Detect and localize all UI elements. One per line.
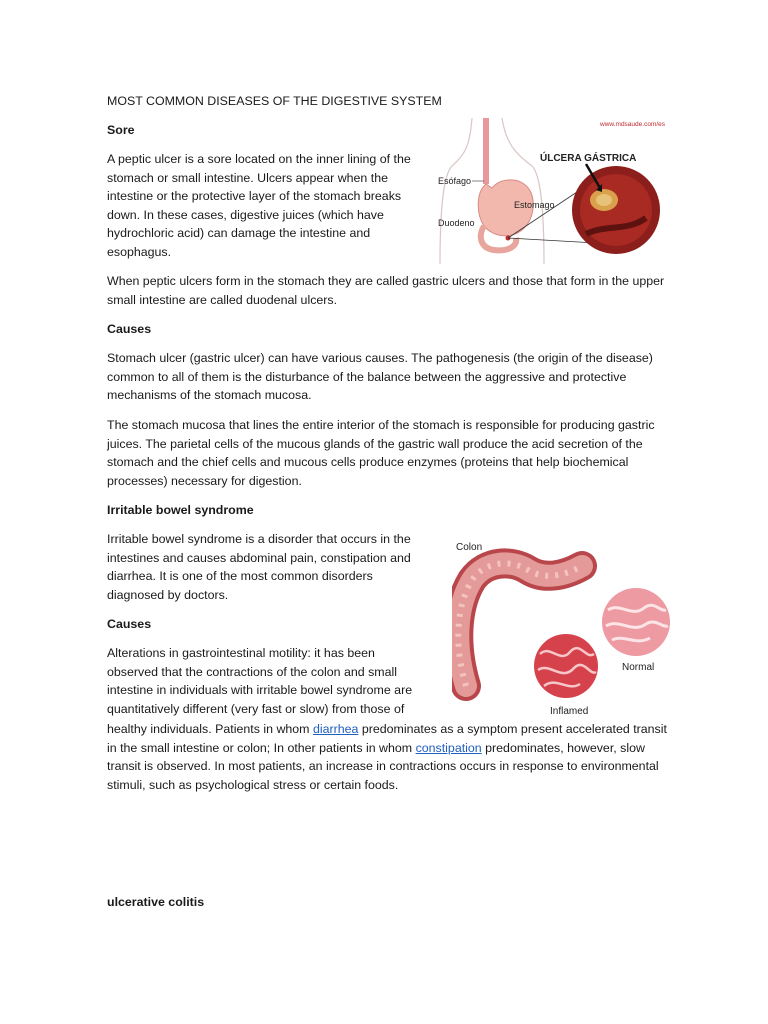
paragraph-stomach-mucosa: The stomach mucosa that lines the entire interior of the stomach is responsible for producing gastric juices. The parietal cells of the mucous glands of the gastric wall produce the acid secretion of the stomach and the chief cells and mucous cells produce enzymes (proteins that help biochemical processes) necessary for digestion.	[107, 418, 655, 488]
duodeno-label: Duodeno	[438, 218, 475, 228]
text-span: healthy individuals. Patients in whom	[107, 722, 313, 736]
diarrhea-link[interactable]: diarrhea	[312, 722, 359, 736]
inflamed-label: Inflamed	[550, 706, 589, 717]
text-span: predominates, however, slow transit is observed. In most patients, an increase in contractions occurs in response to environmental stimuli, such as psychological stress or certain foods.	[107, 740, 659, 792]
source-url: www.mdsaude.com/es	[600, 121, 666, 128]
paragraph-ulcer-types: When peptic ulcers form in the stomach they are called gastric ulcers and those that form in the upper small intestine are called duodenal ulcers.	[107, 274, 665, 307]
paragraph-ibs: Irritable bowel syndrome is a disorder that occurs in the intestines and causes abdominal pain, constipation and diarrhea. It is one of the most common disorders diagnosed by doctors.	[107, 532, 411, 602]
paragraph-ulcer-causes: Stomach ulcer (gastric ulcer) can have various causes. The pathogenesis (the origin of the disease) common to all of them is the disturbance of the balance between the aggressive and protective mechanisms of the stomach mucosa.	[107, 351, 653, 403]
colon-figure	[452, 536, 676, 718]
gastric-ulcer-figure	[436, 114, 672, 266]
document-title: MOST COMMON DISEASES OF THE DIGESTIVE SYSTEM	[107, 94, 442, 108]
inflamed-closeup	[534, 634, 598, 698]
paragraph-ibs-transit	[107, 720, 667, 794]
heading-ibs: Irritable bowel syndrome	[107, 503, 254, 517]
colon-label: Colon	[456, 542, 483, 553]
ulcera-gastrica-label: ÚLCERA GÁSTRICA	[540, 153, 637, 164]
paragraph-ibs-motility: Alterations in gastrointestinal motility: it has been observed that the contractions of the colon and small intestine in individuals with irritable bowel syndrome are quantitatively different (very fast or slow) from those of	[107, 646, 413, 716]
heading-causes-ulcer: Causes	[107, 322, 152, 336]
constipation-link[interactable]: constipation	[415, 740, 482, 755]
normal-closeup	[602, 588, 670, 656]
esofago-label: Esófago	[438, 176, 472, 186]
estomago-label: Estomago	[514, 200, 555, 210]
paragraph-peptic-ulcer: A peptic ulcer is a sore located on the inner lining of the stomach or small intestine. Ulcers appear when the intestine or the protective layer of the stomach breaks down. In these cases, digestive juices (which have hydrochloric acid) can damage the intestine and esophagus.	[107, 152, 411, 259]
heading-sore: Sore	[107, 123, 135, 137]
text-span: predominates as a symptom present accelerated transit in the small intestine or colon; In other patients in whom	[107, 722, 667, 755]
normal-label: Normal	[622, 662, 655, 673]
heading-causes-ibs: Causes	[107, 617, 152, 631]
heading-ulcerative-colitis: ulcerative colitis	[107, 895, 205, 909]
